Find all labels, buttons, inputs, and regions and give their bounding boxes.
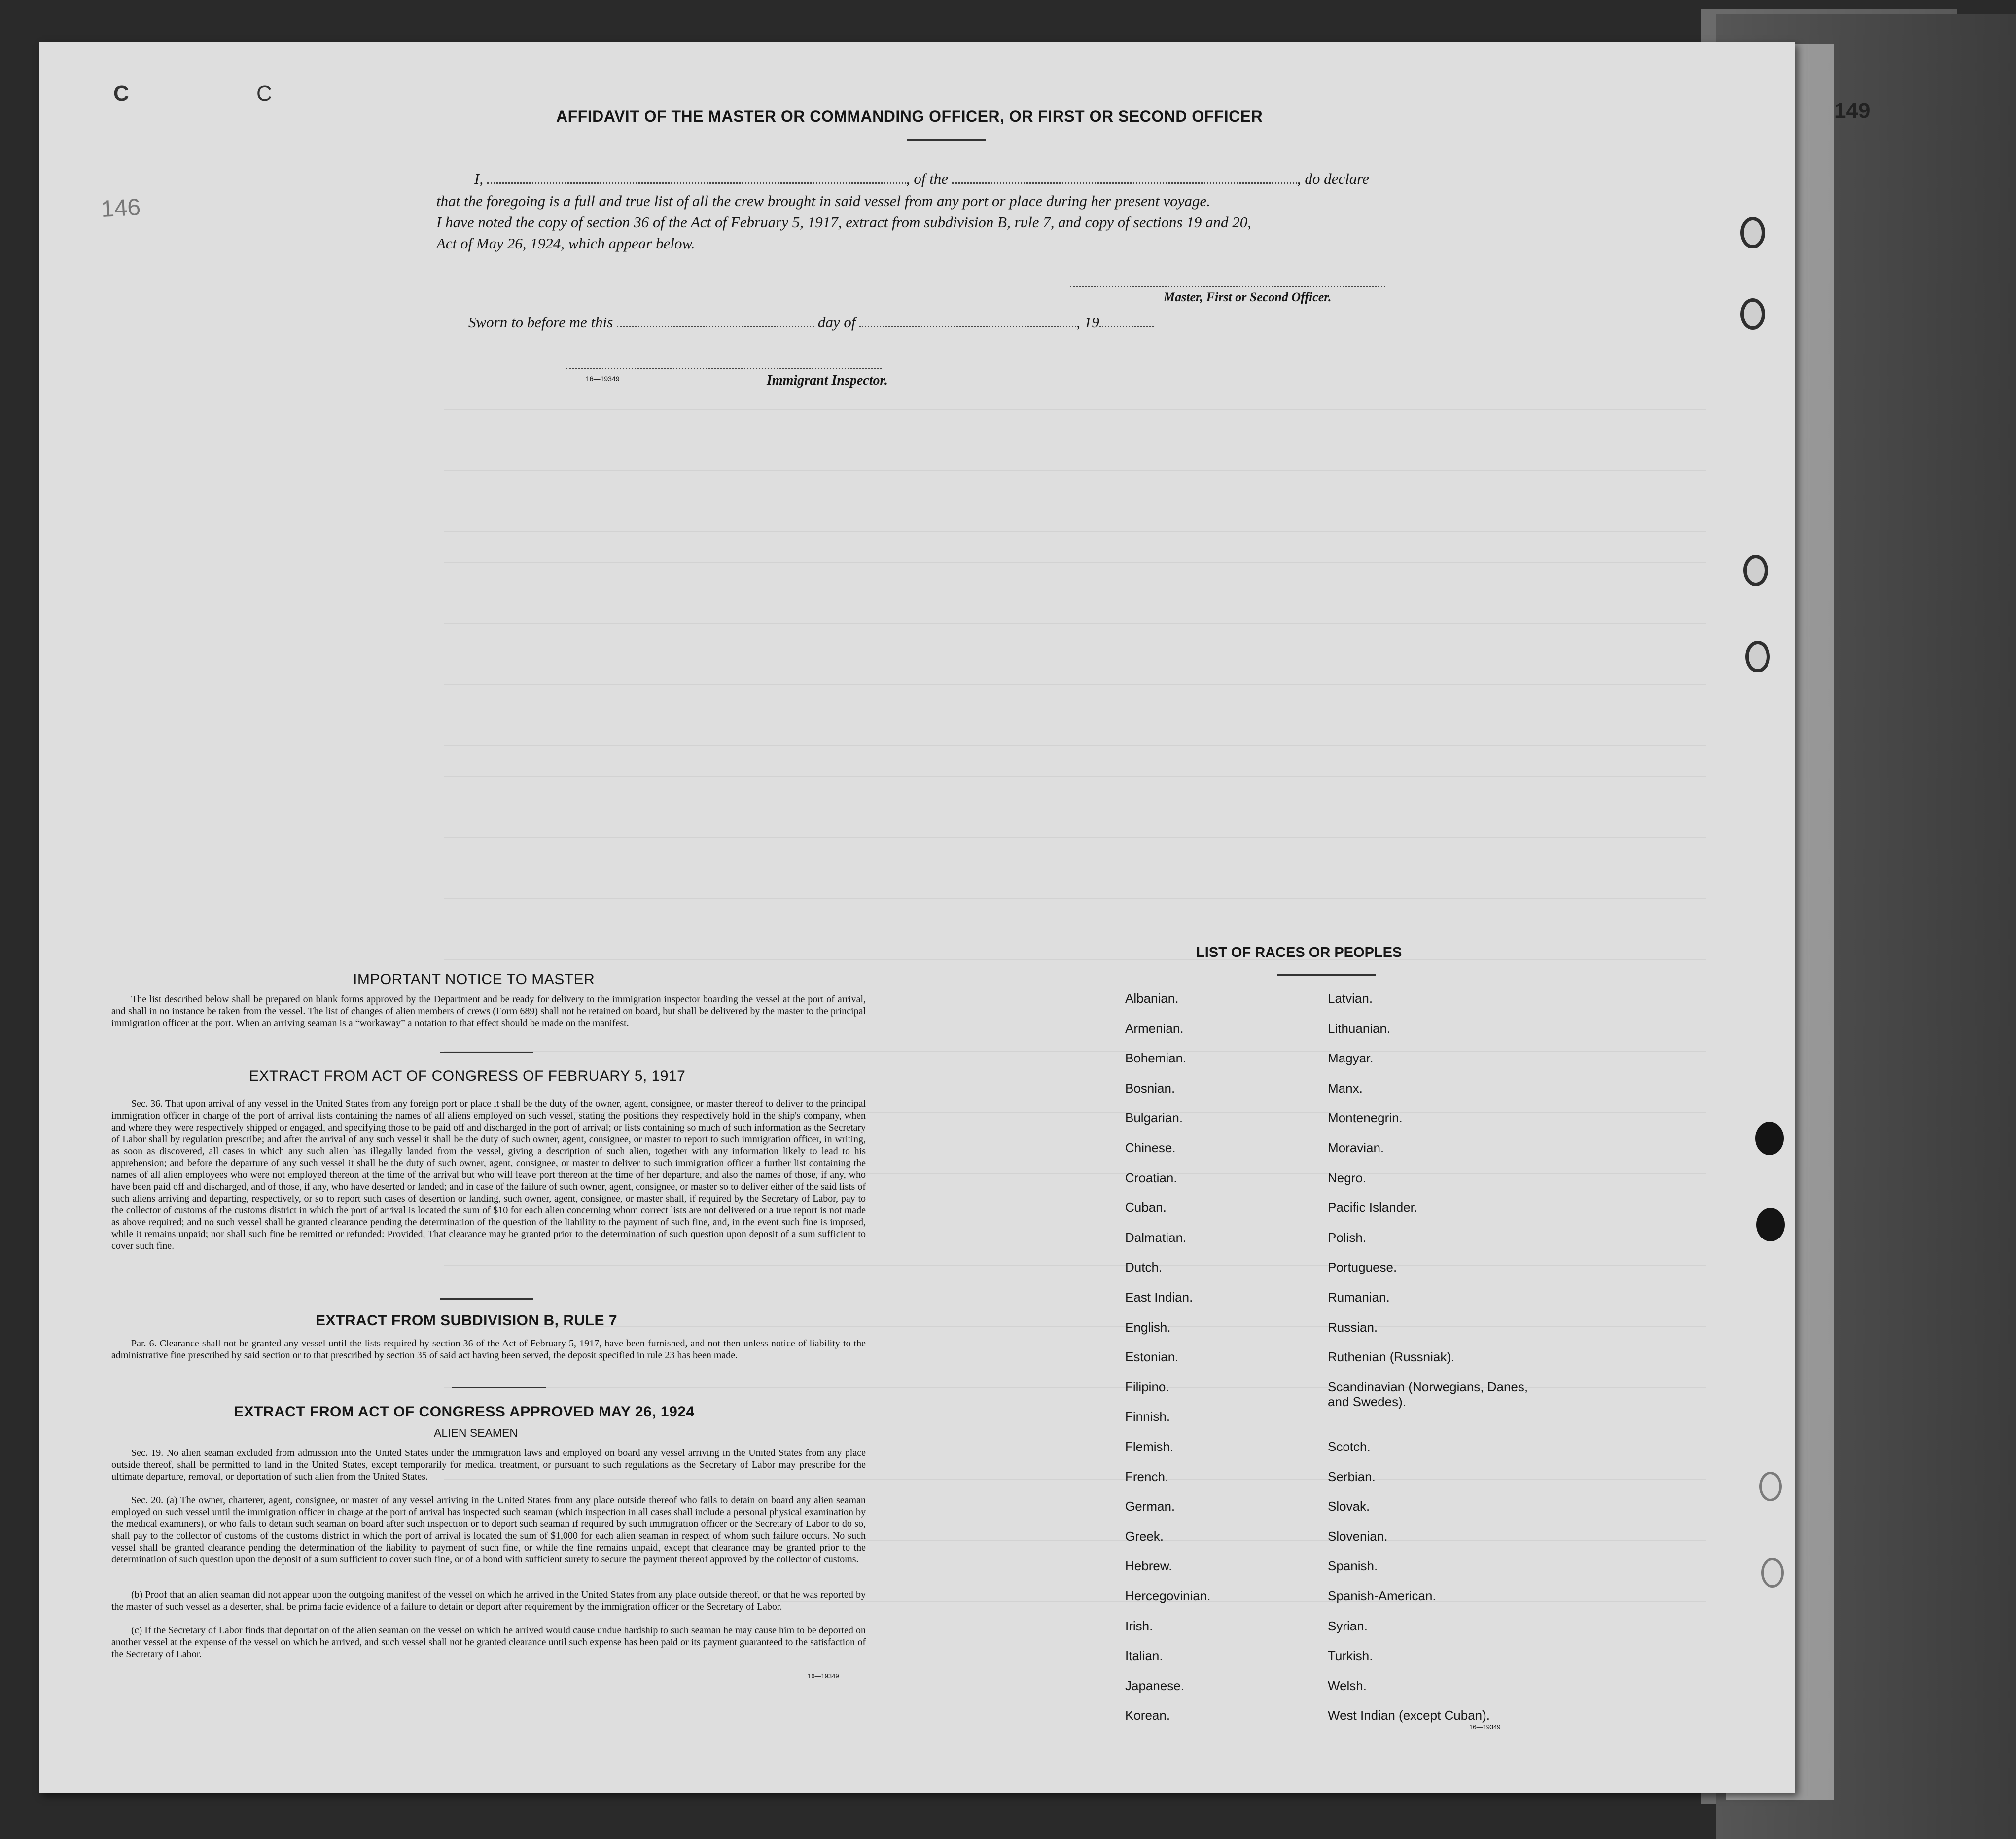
previous-page-number: 146: [100, 194, 141, 223]
important-notice-text: The list described below shall be prepared on blank forms approved by the Department and be ready for delivery to the immigration inspector boarding the vessel at the port of arrival, and shall in no instance be taken from the vessel. The list of changes of alien members of crews (Form 689) shall not be retained on board, but shall be delivered by the master to the principal immigration officer at the port. When an arriving seaman is a “workaway” a notation to that effect should be made on the manifest.: [111, 994, 866, 1028]
master-signature-label: Master, First or Second Officer.: [1164, 290, 1332, 304]
race-item: Cuban.: [1125, 1200, 1167, 1215]
affidavit-title: AFFIDAVIT OF THE MASTER OR COMMANDING OFFICER, OR FIRST OR SECOND OFFICER: [556, 107, 1263, 125]
sec-20a-text: Sec. 20. (a) The owner, charterer, agent, consignee, or master of any vessel arriving in the United States from any place outside thereof who fails to detain on board any alien seaman employed on such vessel until the immigration officer in charge at the port of arrival has inspected such seaman (which inspection in all cases shall include a personal physical examination by the medical examiners), or who fails to detain such seaman on board after such inspection or to deport such seaman if required by such immigration officer or the Secretary of Labor to do so, shall pay to the collector of customs of the customs district in which the port of arrival is located the sum of $1,000 for each alien seaman in respect of whom such failure occurs. No such vessel shall be granted clearance pending the determination of the liability to payment of such fine, or while the fine remains unpaid, except that clearance may be granted prior to the determination of such question upon the deposit of a sum sufficient to cover such fine, or of a bond with sufficient surety to secure the payment thereof approved by the collector of customs.: [111, 1495, 866, 1565]
sworn-month-blank: [859, 319, 1076, 327]
race-item: Croatian.: [1125, 1170, 1177, 1185]
act-1924-title: EXTRACT FROM ACT OF CONGRESS APPROVED MAY 26, 1924: [234, 1404, 695, 1420]
binder-hole: [1761, 1558, 1784, 1588]
affidavit-line-4: Act of May 26, 1924, which appear below.: [436, 235, 695, 252]
bleed-through-line: [444, 898, 1706, 899]
alien-seamen-subtitle: ALIEN SEAMEN: [434, 1426, 518, 1439]
affidavit-line-3: I have noted the copy of section 36 of the Act of February 5, 1917, extract from subdivision B, rule 7, and copy of sections 19 and 20,: [436, 213, 1252, 231]
act-1917-text: Sec. 36. That upon arrival of any vessel in the United States from any foreign port or place it shall be the duty of the owner, agent, consignee, or master thereof to deliver to the principal immigration officer in charge of the port of arrival lists containing the names of all aliens employed on such vessel, stating the positions they respectively hold in the ship's company, when and where they were respectively shipped or engaged, and specifying those to be paid off and discharged in the port of arrival; or lists containing so much of such information as the Secretary of Labor shall by regulation prescribe; and after the arrival of any such vessel it shall be the duty of such owner, agent, consignee, or master to report to such immigration officer, in writing, as soon as discovered, all cases in which any such alien has illegally landed from the vessel, giving a description of such alien, together with any information likely to lead to his apprehension; and before the departure of any such vessel it shall be the duty of such owner, agent, consignee, or master to deliver to such immigration officer a further list containing the names of all alien employees who were not employed thereon at the time of the arrival but who will leave port thereon at the time of her departure, and also the names of those, if any, who have been paid off and discharged, and of those, if any, who have deserted or landed; and in case of the failure of such owner, agent, consignee, or master so to deliver either of the said lists of such aliens arriving and departing, respectively, or so to report such cases of desertion or landing, such owner, agent, consignee, or master shall, if required by the Secretary of Labor, pay to the collector of customs of the customs district in which the port of arrival is located the sum of $10 for each alien concerning whom correct lists are not delivered or a true report is not made as above required; and no such vessel shall be granted clearance pending the determination of the question of the liability to the payment of such fine, and, in the event such fine is imposed, while it remains unpaid; nor shall such fine be remitted or refunded: Provided, That clearance may be granted prior to the determination of such question upon deposit of a sum sufficient to cover such fine.: [111, 1098, 866, 1251]
binder-hole: [1759, 1472, 1782, 1501]
binder-hole: [1743, 555, 1768, 586]
race-item: Magyar.: [1328, 1051, 1374, 1065]
vessel-blank: [952, 176, 1297, 184]
sworn-day-label: day of: [817, 314, 856, 331]
race-item: Lithuanian.: [1328, 1021, 1391, 1036]
rule-7-text: Par. 6. Clearance shall not be granted any vessel until the lists required by section 36 of the Act of February 5, 1917, have been furnished, and not then unless notice of liability to the administrative fine prescribed by said section or to that prescribed by section 35 of said act having been served, the deposit specified in rule 23 has been made.: [111, 1338, 866, 1361]
bleed-through-line: [444, 776, 1706, 777]
inspector-signature-line: [566, 368, 882, 369]
race-item: Dalmatian.: [1125, 1230, 1187, 1245]
race-item: French.: [1125, 1469, 1169, 1484]
race-item: Polish.: [1328, 1230, 1367, 1245]
race-item: Russian.: [1328, 1320, 1378, 1335]
sec-20b-text: (b) Proof that an alien seaman did not appear upon the outgoing manifest of the vessel on which he arrived in the United States from any place outside thereof, or that he was reported by the master of such vessel as a deserter, shall be prima facie evidence of a failure to detain or deport after requirement by the immigration officer or the Secretary of Labor.: [111, 1590, 866, 1612]
sworn-line: [468, 314, 1154, 331]
race-item: Latvian.: [1328, 991, 1373, 1006]
race-item: Slovak.: [1328, 1499, 1370, 1514]
affidavit-declare: , do declare: [1297, 170, 1369, 187]
act-1917-title: EXTRACT FROM ACT OF CONGRESS OF FEBRUARY 5, 1917: [249, 1068, 686, 1084]
race-item: Scandinavian (Norwegians, Danes, and Swedes).: [1328, 1379, 1528, 1409]
divider: [907, 139, 986, 141]
corner-mark: C: [256, 81, 272, 106]
sec-19-text: Sec. 19. No alien seaman excluded from admission into the United States under the immigration laws and employed on board any vessel arriving in the United States from any place outside thereof, shall be permitted to land in the United States, except temporarily for medical treatment, or pursuant to such regulations as the Secretary of Labor may prescribe for the ultimate departure, removal, or deportation of such alien from the United States.: [111, 1448, 866, 1482]
sworn-year-label: , 19: [1076, 314, 1099, 331]
binder-hole: [1740, 217, 1765, 248]
race-item: Flemish.: [1125, 1439, 1174, 1454]
master-signature-line: [1070, 286, 1385, 287]
bleed-through-line: [444, 531, 1706, 532]
race-item: Estonian.: [1125, 1349, 1179, 1364]
race-item: Armenian.: [1125, 1021, 1184, 1036]
bleed-through-line: [444, 623, 1706, 624]
race-item: Bulgarian.: [1125, 1110, 1183, 1125]
race-item: Dutch.: [1125, 1260, 1163, 1274]
affidavit-line-1: [474, 170, 1369, 188]
bleed-through-line: [444, 409, 1706, 410]
race-item: German.: [1125, 1499, 1175, 1514]
race-item: Hercegovinian.: [1125, 1589, 1211, 1603]
race-item: Korean.: [1125, 1708, 1170, 1723]
bleed-through-line: [444, 745, 1706, 746]
race-item: Italian.: [1125, 1648, 1163, 1663]
race-item: Welsh.: [1328, 1678, 1367, 1693]
divider: [452, 1387, 546, 1388]
bleed-through-line: [444, 1326, 1706, 1327]
race-item: West Indian (except Cuban).: [1328, 1708, 1490, 1723]
sheet-number: 149: [1834, 99, 1871, 123]
sworn-year-blank: [1099, 319, 1154, 327]
races-title: LIST OF RACES OR PEOPLES: [1196, 945, 1402, 960]
race-item: Montenegrin.: [1328, 1110, 1403, 1125]
race-item: Portuguese.: [1328, 1260, 1397, 1274]
race-item: Pacific Islander.: [1328, 1200, 1418, 1215]
affidavit-prefix: I,: [474, 170, 484, 187]
rule-7-title: EXTRACT FROM SUBDIVISION B, RULE 7: [316, 1312, 618, 1329]
sworn-prefix: Sworn to before me this: [468, 314, 613, 331]
race-item: Hebrew.: [1125, 1558, 1172, 1573]
bleed-through-line: [444, 562, 1706, 563]
race-item: Serbian.: [1328, 1469, 1376, 1484]
race-item: Moravian.: [1328, 1140, 1384, 1155]
binder-hole: [1756, 1208, 1785, 1241]
binder-hole: [1755, 1122, 1784, 1155]
sworn-day-blank: [617, 319, 814, 327]
bleed-through-line: [444, 1265, 1706, 1266]
important-notice-title: IMPORTANT NOTICE TO MASTER: [353, 971, 595, 988]
corner-mark: C: [113, 81, 129, 106]
race-item: English.: [1125, 1320, 1171, 1335]
race-item: Greek.: [1125, 1529, 1164, 1544]
sec-20c-text: (c) If the Secretary of Labor finds that deportation of the alien seaman on the vessel on which he arrived would cause undue hardship to such seaman he may cause him to be deported on another vessel at the expense of the vessel on which he arrived, and such vessel shall not be granted clearance until such expense has been paid or its payment guaranteed to the satisfaction of the Secretary of Labor.: [111, 1625, 866, 1660]
bleed-through-line: [444, 684, 1706, 685]
bleed-through-line: [444, 837, 1706, 838]
race-item: Slovenian.: [1328, 1529, 1388, 1544]
race-item: East Indian.: [1125, 1290, 1193, 1305]
race-item: Syrian.: [1328, 1619, 1368, 1633]
race-item: Spanish-American.: [1328, 1589, 1436, 1603]
divider: [440, 1298, 533, 1300]
divider: [440, 1052, 533, 1053]
race-item: Filipino.: [1125, 1379, 1169, 1394]
race-item: Albanian.: [1125, 991, 1179, 1006]
binder-hole: [1740, 298, 1765, 330]
race-item: Irish.: [1125, 1619, 1153, 1633]
form-number: 16—19349: [586, 375, 620, 383]
bleed-through-line: [444, 1051, 1706, 1052]
name-blank: [487, 176, 906, 184]
race-item: Bohemian.: [1125, 1051, 1187, 1065]
bleed-through-line: [444, 470, 1706, 471]
race-item: Negro.: [1328, 1170, 1367, 1185]
race-item: Scotch.: [1328, 1439, 1371, 1454]
bleed-through-line: [444, 959, 1706, 960]
form-number: 16—19349: [808, 1672, 839, 1680]
affidavit-line-2: that the foregoing is a full and true list of all the crew brought in said vessel from any port or place during her present voyage.: [436, 192, 1210, 210]
binder-hole: [1745, 641, 1770, 672]
race-item: Chinese.: [1125, 1140, 1176, 1155]
race-item: Spanish.: [1328, 1558, 1378, 1573]
affidavit-of-the: , of the: [906, 170, 949, 187]
race-item: Manx.: [1328, 1081, 1363, 1096]
race-item: Finnish.: [1125, 1409, 1170, 1424]
race-item: Rumanian.: [1328, 1290, 1390, 1305]
form-number: 16—19349: [1469, 1723, 1501, 1731]
divider: [1277, 974, 1376, 976]
inspector-label: Immigrant Inspector.: [767, 373, 888, 388]
race-item: Bosnian.: [1125, 1081, 1175, 1096]
race-item: Japanese.: [1125, 1678, 1184, 1693]
race-item: Turkish.: [1328, 1648, 1373, 1663]
race-item: Ruthenian (Russniak).: [1328, 1349, 1455, 1364]
